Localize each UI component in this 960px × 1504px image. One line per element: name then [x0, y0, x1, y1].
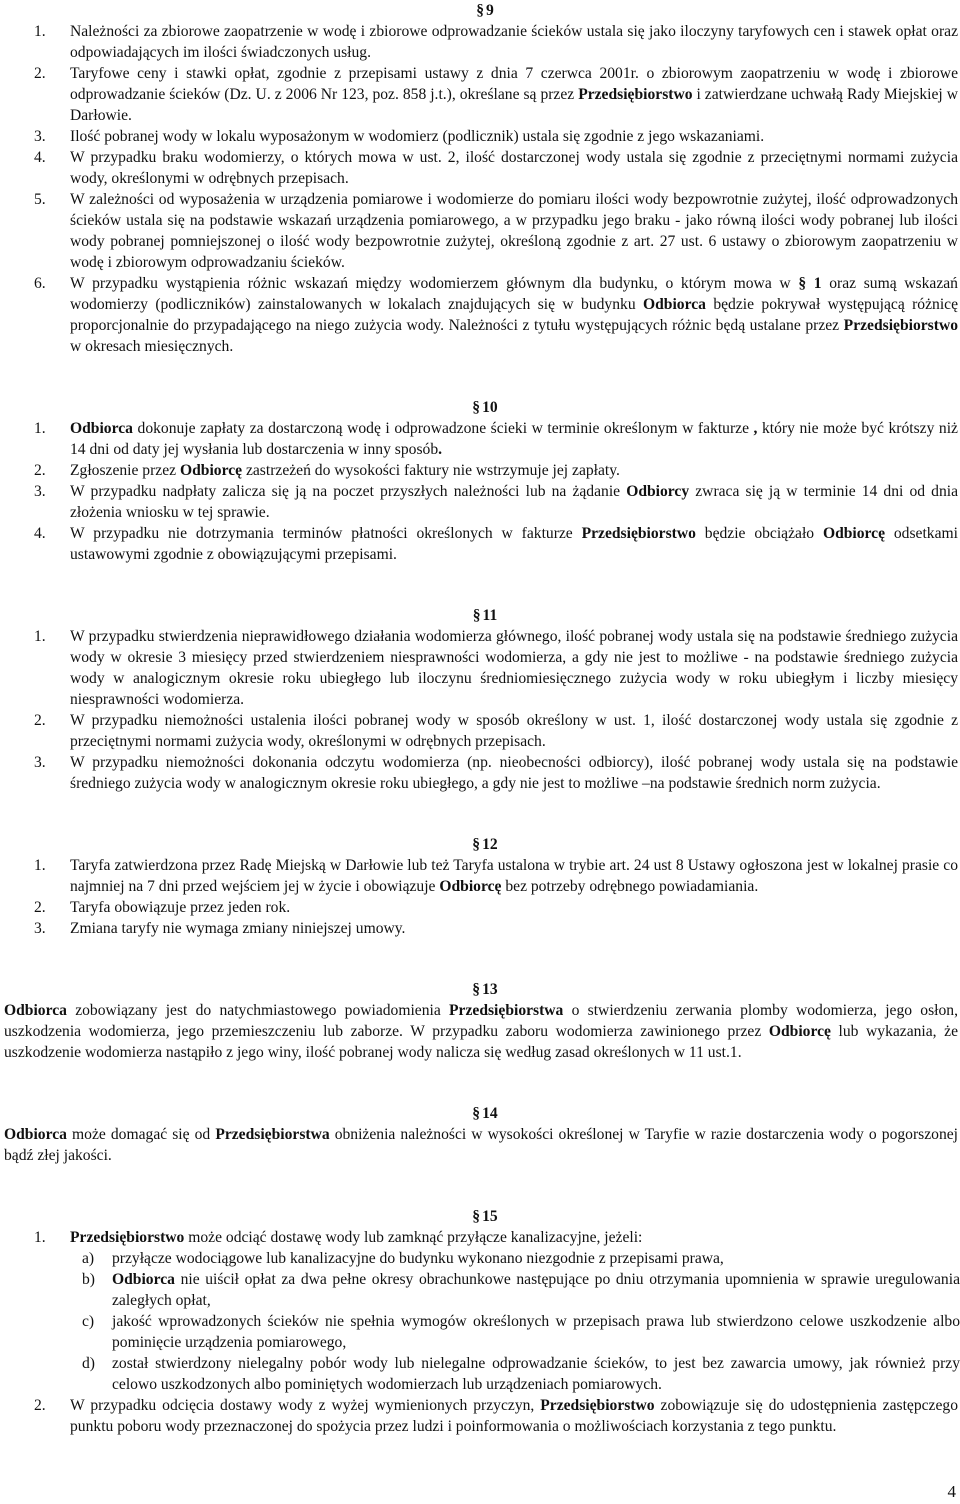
sub-item-letter: b) — [82, 1271, 95, 1288]
item-text: Należności za zbiorowe zaopatrzenie w wodę i zbiorowe odprowadzanie ścieków ustala się jako iloczyny taryfowych cen i stawek opłat oraz odpowiadających im ilości świadczonych usług. — [70, 23, 958, 61]
item-number: 1. — [34, 857, 46, 874]
list-item — [0, 418, 960, 460]
section-9 — [0, 0, 960, 357]
item-number: 5. — [34, 191, 46, 208]
section-11 — [0, 605, 960, 794]
section-paragraph: Odbiorca może domagać się od Przedsiębiorstwa obniżenia należności w wysokości określonej w Taryfie w razie dostarczenia wody o pogorszonej bądź złej jakości. — [4, 1126, 958, 1164]
list-item — [0, 21, 960, 63]
section-heading — [0, 979, 960, 1000]
section-14 — [0, 1103, 960, 1166]
section-symbol: § — [472, 836, 481, 853]
item-text: W przypadku braku wodomierzy, o których mowa w ust. 2, ilość dostarczonej wody ustala się zgodnie z przeciętnymi normami zużycia wody, określonymi w odrębnych przepisach. — [70, 149, 958, 187]
list-item — [0, 710, 960, 752]
item-text: Zmiana taryfy nie wymaga zmiany niniejszej umowy. — [70, 920, 406, 937]
item-text: Taryfowe ceny i stawki opłat, zgodnie z przepisami ustawy z dnia 7 czerwca 2001r. o zbiorowym zaopatrzeniu w wodę i zbiorowe odprowadzanie ścieków (Dz. U. z 2006 Nr 123, poz. 858 j.t.), określane są przez Przedsiębiorstwo i zatwierdzane uchwałą Rady Miejskiej w Darłowie. — [70, 65, 958, 124]
section-10 — [0, 397, 960, 565]
item-number: 2. — [34, 712, 46, 729]
item-number: 2. — [34, 899, 46, 916]
item-number: 6. — [34, 275, 46, 292]
sub-item-letter: a) — [82, 1250, 95, 1267]
list-item — [0, 126, 960, 147]
sub-item-letter: d) — [82, 1355, 95, 1372]
list-item — [0, 523, 960, 565]
numbered-list — [0, 1227, 960, 1437]
sub-item-text: został stwierdzony nielegalny pobór wody lub nielegalne odprowadzanie ścieków, to jest bez zawarcia umowy, jak również przy celowo uszkodzonych albo pominiętych wodomierzach lub urządzeniach pomiarowych. — [112, 1355, 960, 1393]
page-number: 4 — [947, 1482, 956, 1501]
list-item — [0, 63, 960, 126]
list-item — [0, 273, 960, 357]
numbered-list — [0, 21, 960, 357]
item-number: 1. — [34, 23, 46, 40]
sub-item — [0, 1311, 960, 1353]
list-item — [0, 147, 960, 189]
section-symbol: § — [472, 981, 481, 998]
list-item — [0, 855, 960, 897]
section-heading — [0, 605, 960, 626]
section-12 — [0, 834, 960, 939]
section-symbol: § — [476, 2, 484, 19]
item-number: 4. — [34, 525, 46, 542]
list-item — [0, 626, 960, 710]
section-number: 15 — [482, 1208, 498, 1225]
numbered-list — [0, 626, 960, 794]
numbered-list — [0, 855, 960, 939]
section-symbol: § — [472, 1105, 481, 1122]
item-number: 1. — [34, 1229, 46, 1246]
item-text: W przypadku niemożności dokonania odczytu wodomierza (np. nieobecności odbiorcy), ilość pobranej wody ustala się na podstawie średniego zużycia wody w analogicznym okresie roku ubiegłego, a gdy nie jest to możliwe –na podstawie średnich norm zużycia. — [70, 754, 958, 792]
item-number: 3. — [34, 483, 46, 500]
section-heading — [0, 1103, 960, 1124]
item-text: W zależności od wyposażenia w urządzenia pomiarowe i wodomierze do pomiaru ilości wody bezpowrotnie zużytej, ilość odprowadzonych ścieków ustala się na podstawie wskazań urządzenia pomiarowego, a w przypadku jego braku - jako równą ilości wody pobranej lub ilości wody pobranej pomniejszonej o ilość wody bezpowrotnie zużytej, określoną zgodnie z art. 27 ust. 6 ustawy o zbiorowym zaopatrzeniu w wodę i zbiorowym odprowadzaniu ścieków. — [70, 191, 958, 271]
section-number: 10 — [482, 399, 498, 416]
item-text: Odbiorca dokonuje zapłaty za dostarczoną wodę i odprowadzone ścieki w terminie określonym w fakturze , który nie może być krótszy niż 14 dni od daty jej wysłania lub dostarczenia w inny sposób. — [70, 420, 958, 458]
item-number: 3. — [34, 754, 46, 771]
section-symbol: § — [472, 399, 481, 416]
item-text: W przypadku nadpłaty zalicza się ją na poczet przyszłych należności lub na żądanie Odbiorcy zwraca się ją w terminie 14 dni od dnia złożenia wniosku w tej sprawie. — [70, 483, 958, 521]
sub-item-text: przyłącze wodociągowe lub kanalizacyjne do budynku wykonano niezgodnie z przepisami prawa, — [112, 1250, 724, 1267]
item-text: Ilość pobranej wody w lokalu wyposażonym w wodomierz (podlicznik) ustala się zgodnie z jego wskazaniami. — [70, 128, 765, 145]
item-text: W przypadku stwierdzenia nieprawidłowego działania wodomierza głównego, ilość pobranej wody ustala się na podstawie średniego zużycia wody w okresie 3 miesięcy przed stwierdzeniem niesprawności wodomierza, a gdy nie jest to możliwe - na podstawie średniego zużycia wody w analogicznym okresie roku ubiegłego lub iloczynu średniomiesięcznego zużycia wody w roku ubiegłym i liczby miesięcy niesprawności wodomierza. — [70, 628, 958, 708]
item-number: 2. — [34, 65, 46, 82]
item-number: 2. — [34, 1397, 46, 1414]
sub-item — [0, 1248, 960, 1269]
item-number: 3. — [34, 128, 46, 145]
item-text: W przypadku wystąpienia różnic wskazań między wodomierzem głównym dla budynku, o którym mowa w § 1 oraz sumą wskazań wodomierzy (podliczników) zainstalowanych w lokalach znajdujących się w budynku Odbiorca będzie pokrywał występującą różnicę proporcjonalnie do przypadającego na niego zużycia wody. Należności z tytułu występujących różnic będą ustalane przez Przedsiębiorstwo w okresach miesięcznych. — [70, 275, 958, 355]
section-13 — [0, 979, 960, 1063]
item-text: Zgłoszenie przez Odbiorcę zastrzeżeń do wysokości faktury nie wstrzymuje jej zapłaty. — [70, 462, 620, 479]
list-item — [0, 1227, 960, 1248]
section-number: 12 — [482, 836, 498, 853]
section-symbol: § — [472, 1208, 481, 1225]
section-heading — [0, 1206, 960, 1227]
list-item — [0, 189, 960, 273]
list-item — [0, 918, 960, 939]
list-item — [0, 1395, 960, 1437]
section-heading — [0, 834, 960, 855]
section-heading — [0, 397, 960, 418]
item-number: 1. — [34, 628, 46, 645]
item-text: Przedsiębiorstwo może odciąć dostawę wody lub zamknąć przyłącze kanalizacyjne, jeżeli: — [70, 1229, 643, 1246]
sub-item-text: Odbiorca nie uiścił opłat za dwa pełne okresy obrachunkowe następujące po dniu otrzymania upomnienia w sprawie uregulowania zaległych opłat, — [112, 1271, 960, 1309]
item-text: Taryfa zatwierdzona przez Radę Miejską w Darłowie lub też Taryfa ustalona w trybie art. 24 ust 8 Ustawy ogłoszona jest w lokalnej prasie co najmniej na 7 dni przed wejściem jej w życie i obowiązuje Odbiorcę bez potrzeby odrębnego powiadamiania. — [70, 857, 958, 895]
item-text: W przypadku odcięcia dostawy wody z wyżej wymienionych przyczyn, Przedsiębiorstwo zobowiązuje się do udostępnienia zastępczego punktu poboru wody przeznaczonej do spożycia przez ludzi i poinformowania o możliwościach korzystania z tego punktu. — [70, 1397, 958, 1435]
section-heading — [0, 0, 960, 21]
section-number: 11 — [482, 607, 498, 624]
item-number: 1. — [34, 420, 46, 437]
section-number: 13 — [482, 981, 498, 998]
section-number: 9 — [486, 2, 494, 19]
list-item — [0, 460, 960, 481]
sub-item-letter: c) — [82, 1313, 95, 1330]
item-number: 4. — [34, 149, 46, 166]
item-text: Taryfa obowiązuje przez jeden rok. — [70, 899, 291, 916]
sub-item — [0, 1353, 960, 1395]
item-number: 2. — [34, 462, 46, 479]
item-text: W przypadku nie dotrzymania terminów płatności określonych w fakturze Przedsiębiorstwo będzie obciążało Odbiorcę odsetkami ustawowymi zgodnie z obowiązującymi przepisami. — [70, 525, 958, 563]
list-item — [0, 481, 960, 523]
item-number: 3. — [34, 920, 46, 937]
section-symbol: § — [472, 607, 481, 624]
sub-item-text: jakość wprowadzonych ścieków nie spełnia wymogów określonych w przepisach prawa lub stwierdzono celowe uszkodzenie albo pominięcie urządzenia pomiarowego, — [112, 1313, 960, 1351]
section-15 — [0, 1206, 960, 1437]
section-paragraph: Odbiorca zobowiązany jest do natychmiastowego powiadomienia Przedsiębiorstwa o stwierdzeniu zerwania plomby wodomierza, jego osłon, uszkodzenia wodomierza, jego przemieszczeniu lub zaborze. W przypadku zaboru wodomierza zawinionego przez Odbiorcę lub wykazania, że uszkodzenie wodomierza nastąpiło z jego winy, ilość pobranej wody nalicza się według zasad określonych w 11 ust.1. — [4, 1002, 958, 1061]
list-item — [0, 752, 960, 794]
section-number: 14 — [482, 1105, 498, 1122]
list-item — [0, 897, 960, 918]
item-text: W przypadku niemożności ustalenia ilości pobranej wody w sposób określony w ust. 1, ilość dostarczonej wody ustala się zgodnie z przeciętnymi normami zużycia wody, określonymi w odrębnych przepisach. — [70, 712, 958, 750]
numbered-list — [0, 418, 960, 565]
sub-item — [0, 1269, 960, 1311]
